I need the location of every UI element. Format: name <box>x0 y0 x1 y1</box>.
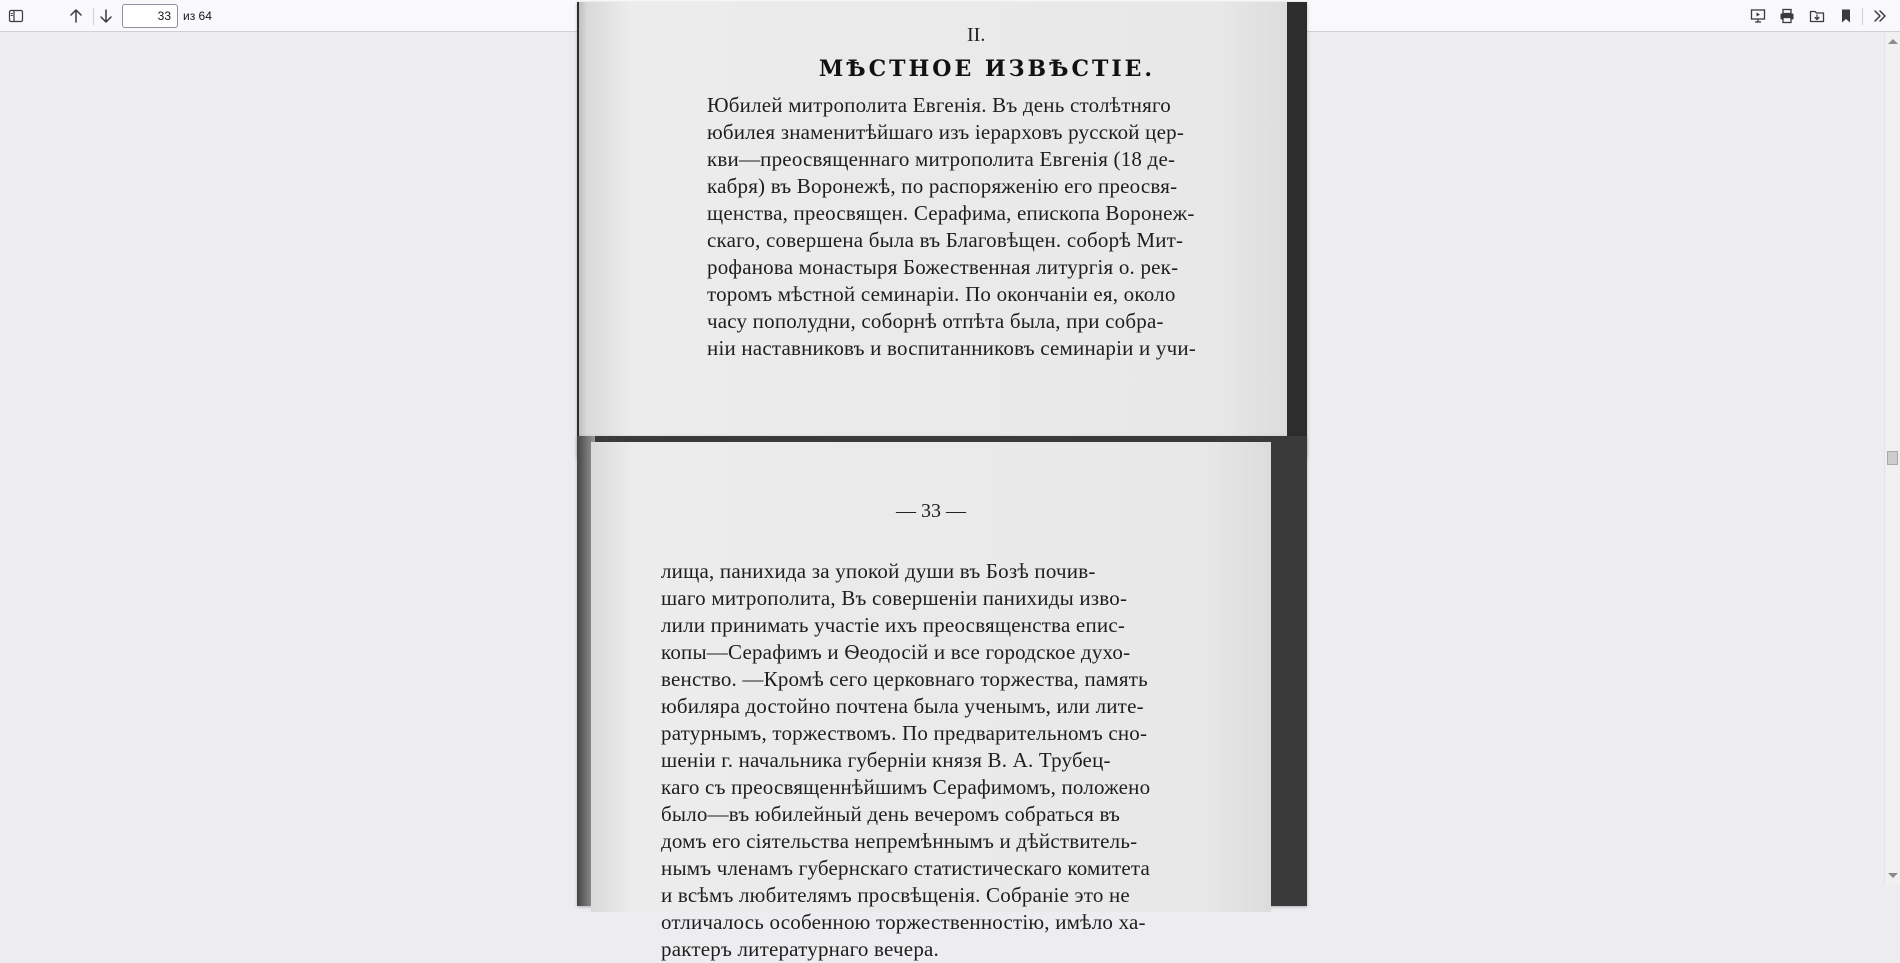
save-button[interactable] <box>1805 4 1829 28</box>
text-line: было—въ юбилейный день вечеромъ собраться въ <box>661 802 1121 826</box>
print-button[interactable] <box>1775 4 1799 28</box>
pdf-page <box>577 2 1307 457</box>
text-line: нымъ членамъ губернскаго статистическаго комитета <box>661 856 1151 880</box>
page-text <box>707 92 1267 362</box>
presentation-icon <box>1750 8 1766 24</box>
vertical-scrollbar[interactable] <box>1884 32 1900 885</box>
section-heading: МѢСТНОЕ ИЗВѢСТІЕ. <box>818 56 1156 82</box>
text-line: ніи наставниковъ и воспитанниковъ семинаріи и учи- <box>707 336 1197 360</box>
text-line: шаго митрополита, Въ совершеніи панихиды изво- <box>661 586 1128 610</box>
pdf-page <box>577 436 1307 961</box>
page-number-input[interactable] <box>122 4 178 28</box>
text-line: домъ его сіятельства непремѣннымъ и дѣйствитель- <box>661 829 1138 853</box>
tools-menu-button[interactable] <box>1868 4 1892 28</box>
double-chevron-right-icon <box>1872 8 1888 24</box>
bookmark-icon <box>1838 8 1854 24</box>
page-text <box>661 558 1211 963</box>
text-line: кабря) въ Воронежѣ, по распоряженію его преосвя- <box>707 174 1178 198</box>
text-line: юбилея знаменитѣйшаго изъ іерарховъ русской цер- <box>707 120 1185 144</box>
text-line: венство. —Кромѣ сего церковнаго торжества, память <box>661 667 1148 691</box>
text-line: шеніи г. начальника губерніи князя В. А. Трубец- <box>661 748 1111 772</box>
folder-download-icon <box>1809 8 1825 24</box>
sidebar-icon <box>8 8 24 24</box>
scanned-page-image <box>587 2 1287 442</box>
scroll-thumb[interactable] <box>1887 451 1898 465</box>
next-page-button[interactable] <box>94 4 118 28</box>
toolbar-separator <box>1862 8 1863 25</box>
text-line: скаго, совершена была въ Благовѣщен. соборѣ Мит- <box>707 228 1184 252</box>
text-line: Юбилей митрополита Евгенія. Въ день столѣтняго <box>707 93 1171 117</box>
print-icon <box>1779 8 1795 24</box>
text-line: рофанова монастыря Божественная литургія о. рек- <box>707 255 1179 279</box>
bookmark-button[interactable] <box>1834 4 1858 28</box>
presentation-mode-button[interactable] <box>1746 4 1770 28</box>
printed-page-number: — 33 — <box>896 500 966 522</box>
text-line: кви—преосвященнаго митрополита Евгенія (18 де- <box>707 147 1176 171</box>
text-line: отличалось особенною торжественностію, имѣло ха- <box>661 910 1146 934</box>
sidebar-toggle-button[interactable] <box>4 4 28 28</box>
text-line: щенства, преосвящен. Серафима, епископа Воронеж- <box>707 201 1195 225</box>
text-line: ратурнымъ, торжествомъ. По предварительномъ сно- <box>661 721 1148 745</box>
scroll-up-arrow[interactable] <box>1888 39 1898 44</box>
text-line: и всѣмъ любителямъ просвѣщенія. Собраніе это не <box>661 883 1130 907</box>
text-line: копы—Серафимъ и Ѳеодосій и все городское духо- <box>661 640 1131 664</box>
text-line: юбиляра достойно почтена была ученымъ, или лите- <box>661 694 1144 718</box>
text-line: лища, панихида за упокой души въ Бозѣ почив- <box>661 559 1096 583</box>
text-line: рактеръ литературнаго вечера. <box>661 937 939 961</box>
document-viewer[interactable] <box>0 24 1884 961</box>
text-line: лили принимать участіе ихъ преосвященства епис- <box>661 613 1126 637</box>
arrow-up-icon <box>68 8 84 24</box>
text-line: каго съ преосвященнѣйшимъ Серафимомъ, положено <box>661 775 1151 799</box>
section-number: II. <box>967 24 986 46</box>
previous-page-button[interactable] <box>64 4 88 28</box>
text-line: торомъ мѣстной семинаріи. По окончаніи ея, около <box>707 282 1176 306</box>
arrow-down-icon <box>98 8 114 24</box>
text-line: часу пополудни, соборнѣ отпѣта была, при собра- <box>707 309 1164 333</box>
scanned-page-image <box>591 442 1271 961</box>
scroll-down-arrow[interactable] <box>1888 873 1898 878</box>
page-count-label: из 64 <box>183 9 212 23</box>
